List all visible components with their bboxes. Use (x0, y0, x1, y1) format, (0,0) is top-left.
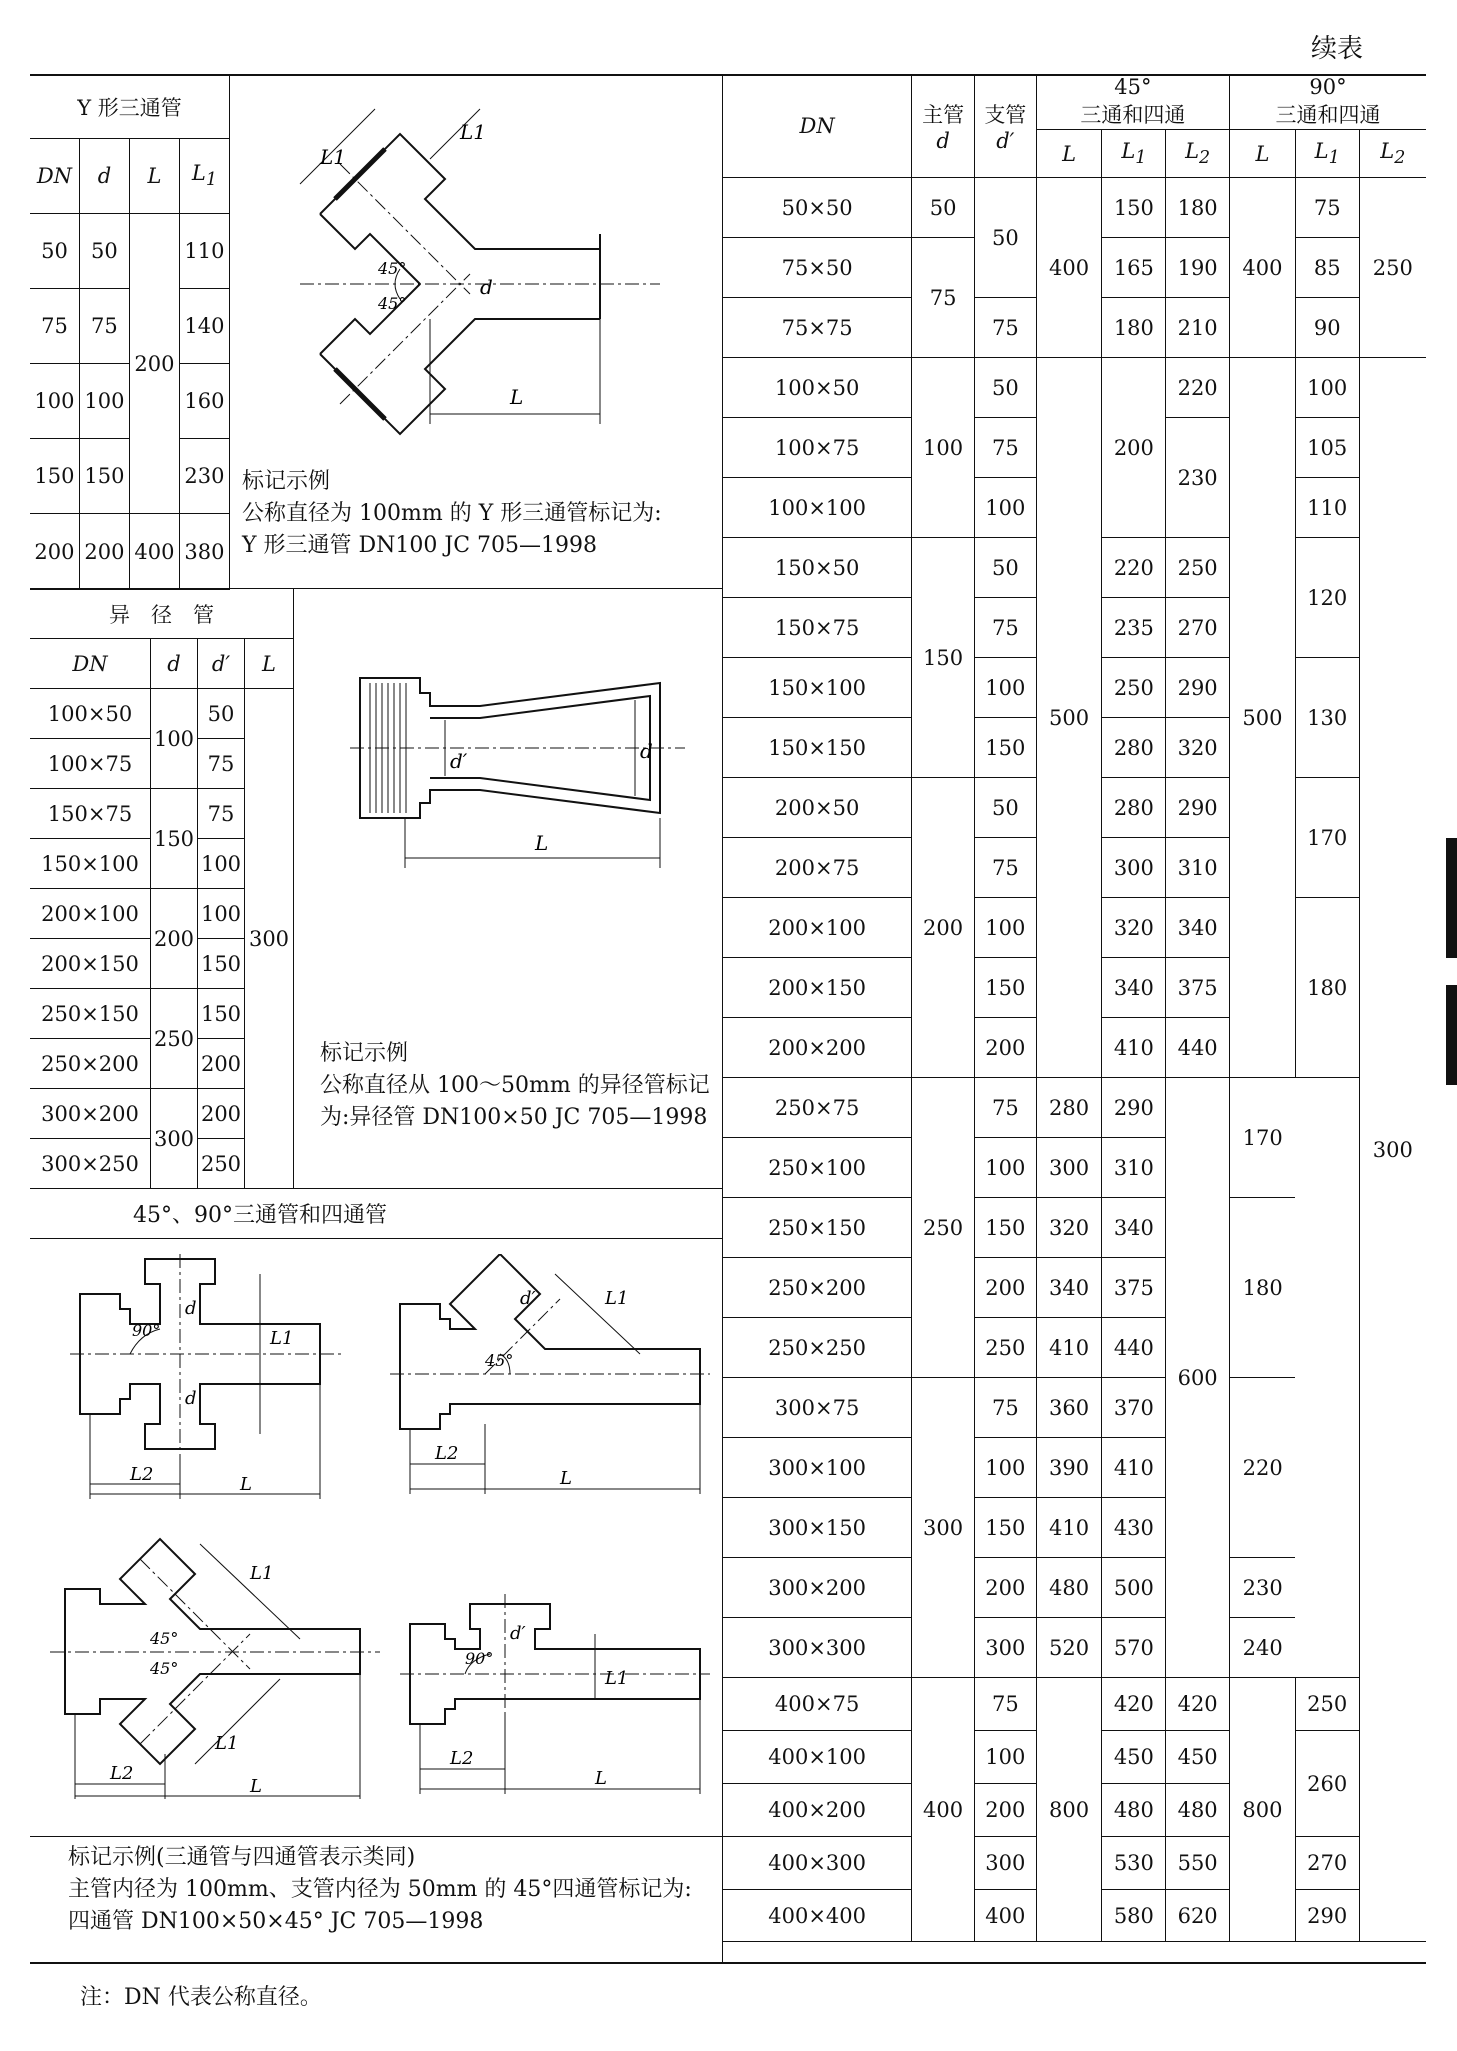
main-cell: 250 (912, 1078, 975, 1378)
main-cell: 250 (1359, 178, 1426, 358)
main-cell: 200×75 (723, 838, 912, 898)
tee-90-figure (400, 1584, 710, 1804)
main-cell: 340 (1102, 958, 1166, 1018)
main-cell: 530 (1102, 1837, 1166, 1890)
reducer-cell: 300×200 (30, 1089, 151, 1139)
main-cell: 480 (1102, 1784, 1166, 1837)
ytee-cell: 200 (30, 514, 79, 590)
tee90-fig-angle-label: 90° (465, 1649, 494, 1668)
main-cell: 150 (974, 718, 1036, 778)
main-cell: 290 (1166, 778, 1230, 838)
cross-fig-l-label: L (240, 1474, 252, 1495)
ytee-fig-l1-label: L1 (320, 145, 347, 169)
main-cell: 375 (1102, 1258, 1166, 1318)
ytee-title: Y 形三通管 (30, 75, 230, 139)
main-cell: 190 (1166, 238, 1230, 298)
reducer-cell: 100 (198, 839, 245, 889)
main-cell: 75 (974, 1678, 1036, 1731)
main-cell: 400×75 (723, 1678, 912, 1731)
main-cell: 150×50 (723, 538, 912, 598)
main-cell: 290 (1102, 1078, 1166, 1138)
section-divider (30, 1836, 722, 1837)
main-header-45-angle: 45° (1114, 75, 1152, 99)
footnote: 注：DN 代表公称直径。 (80, 1985, 322, 2010)
main-header-45-l: L (1036, 130, 1102, 178)
reducer-figure (350, 668, 690, 898)
ytee-cell: 160 (179, 364, 229, 439)
main-header-45-l2: $L_2$ (1166, 130, 1230, 178)
ytee-fig-angle-label: 45° (378, 294, 407, 313)
tee45-fig-angle-label: 45° (485, 1351, 514, 1370)
main-cell: 50 (912, 178, 975, 238)
main-cell: 390 (1036, 1438, 1102, 1498)
tee45-fig-dp-label: d′ (520, 1288, 536, 1309)
main-cell: 300×200 (723, 1558, 912, 1618)
ytee-header-l: L (129, 139, 179, 214)
ytee-header-l1: $L_1$ (179, 139, 229, 214)
main-cell: 50 (974, 178, 1036, 298)
tee90-fig-l2-label: L2 (450, 1748, 474, 1769)
main-cell: 210 (1166, 298, 1230, 358)
ytee-cell-shared-l: 200 (129, 214, 179, 514)
ytee-header-dn: DN (30, 139, 79, 214)
tees-example-line1: 主管内径为 100mm、支管内径为 50mm 的 45°四通管标记为: (68, 1877, 692, 1902)
main-cell: 300 (974, 1618, 1036, 1678)
main-cell: 375 (1166, 958, 1230, 1018)
main-cell: 200 (974, 1018, 1036, 1078)
main-cell: 300 (912, 1378, 975, 1678)
main-cell: 260 (1295, 1731, 1359, 1837)
main-cell: 150 (974, 1498, 1036, 1558)
main-cell: 75 (912, 238, 975, 358)
main-cell: 75×50 (723, 238, 912, 298)
reducer-table (30, 588, 294, 1189)
reducer-cell: 150 (151, 789, 198, 889)
main-header-main-pipe-symbol: d (936, 129, 950, 153)
main-cell: 320 (1166, 718, 1230, 778)
reducer-fig-l-label: L (535, 831, 549, 855)
main-cell: 105 (1295, 418, 1359, 478)
main-cell: 100×50 (723, 358, 912, 418)
main-cell: 420 (1166, 1678, 1230, 1731)
main-cell: 180 (1166, 178, 1230, 238)
main-cell: 180 (1230, 1198, 1296, 1378)
main-cell: 300×100 (723, 1438, 912, 1498)
main-cell: 100 (1295, 358, 1359, 418)
main-cell: 300 (1359, 358, 1426, 1942)
main-cell: 320 (1036, 1198, 1102, 1258)
main-cell: 600 (1166, 1078, 1230, 1678)
main-cell: 410 (1102, 1018, 1166, 1078)
cross45-fig-l-label: L (250, 1776, 262, 1797)
tee90-fig-dp-label: d′ (510, 1623, 526, 1644)
ytee-cell: 380 (179, 514, 229, 590)
main-cell: 250 (1166, 538, 1230, 598)
reducer-cell: 150×100 (30, 839, 151, 889)
edge-tab-mark (1446, 838, 1457, 958)
main-cell: 150×75 (723, 598, 912, 658)
main-cell: 200 (974, 1784, 1036, 1837)
tees-example (68, 1842, 692, 1938)
section-divider (30, 1238, 722, 1239)
main-cell: 250 (974, 1318, 1036, 1378)
main-cell: 290 (1166, 658, 1230, 718)
main-cell: 100×75 (723, 418, 912, 478)
main-cell: 400×100 (723, 1731, 912, 1784)
cross45-fig-l1-label: L1 (250, 1563, 274, 1584)
ytee-cell: 150 (30, 439, 79, 514)
main-cell: 800 (1230, 1678, 1296, 1942)
cross-fig-d-label: d (185, 1388, 197, 1409)
main-cell: 400×400 (723, 1890, 912, 1942)
main-cell: 500 (1102, 1558, 1166, 1618)
main-header-branch-pipe (974, 75, 1036, 178)
reducer-cell: 200×150 (30, 939, 151, 989)
ytee-example-title: 标记示例 (242, 469, 331, 494)
tees-title: 45°、90°三通管和四通管 (133, 1203, 387, 1228)
reducer-cell: 250×200 (30, 1039, 151, 1089)
main-cell: 75 (974, 298, 1036, 358)
reducer-cell: 150×75 (30, 789, 151, 839)
main-cell: 400 (974, 1890, 1036, 1942)
ytee-cell: 110 (179, 214, 229, 289)
reducer-cell: 250×150 (30, 989, 151, 1039)
reducer-cell: 50 (198, 689, 245, 739)
main-cell: 100 (974, 1138, 1036, 1198)
cross-fig-angle-label: 90° (132, 1321, 161, 1340)
main-cell: 75×75 (723, 298, 912, 358)
main-cell: 480 (1036, 1558, 1102, 1618)
main-cell: 430 (1102, 1498, 1166, 1558)
ytee-cell: 75 (30, 289, 79, 364)
ytee-fig-angle-label: 45° (378, 259, 407, 278)
main-cell: 170 (1230, 1078, 1296, 1198)
reducer-fig-dp-label: d′ (450, 749, 468, 773)
main-cell: 180 (1295, 898, 1359, 1078)
main-cell: 410 (1036, 1498, 1102, 1558)
main-cell: 200 (974, 1258, 1036, 1318)
main-cell: 170 (1295, 778, 1359, 898)
ytee-header-d: d (79, 139, 129, 214)
reducer-example-line2: 为:异径管 DN100×50 JC 705—1998 (320, 1105, 708, 1130)
main-cell: 120 (1295, 538, 1359, 658)
cross45-fig-l1-label: L1 (215, 1733, 239, 1754)
main-cell: 200×50 (723, 778, 912, 838)
main-cell: 75 (974, 1078, 1036, 1138)
ytee-fig-l-label: L (510, 385, 524, 409)
main-cell: 300×150 (723, 1498, 912, 1558)
main-cell: 500 (1230, 358, 1296, 1078)
reducer-example-title: 标记示例 (320, 1041, 409, 1066)
ytee-cell: 150 (79, 439, 129, 514)
reducer-cell: 75 (198, 789, 245, 839)
main-cell: 130 (1295, 658, 1359, 778)
ytee-cell: 400 (129, 514, 179, 590)
main-cell: 440 (1166, 1018, 1230, 1078)
main-cell: 50 (974, 358, 1036, 418)
cross-fig-l2-label: L2 (130, 1464, 154, 1485)
main-cell: 150 (912, 538, 975, 778)
tee-dimension-table (722, 74, 1426, 1942)
main-cell: 200×200 (723, 1018, 912, 1078)
cross-fig-l1-label: L1 (270, 1328, 294, 1349)
main-cell: 620 (1166, 1890, 1230, 1942)
main-cell: 100 (912, 358, 975, 538)
tees-example-title: 标记示例(三通管与四通管表示类同) (68, 1845, 416, 1870)
ytee-fig-l1-label: L1 (460, 120, 487, 144)
main-cell: 250×250 (723, 1318, 912, 1378)
main-cell: 240 (1230, 1618, 1296, 1678)
main-cell: 200 (1102, 358, 1166, 538)
ytee-cell: 100 (30, 364, 79, 439)
reducer-cell-shared-l: 300 (245, 689, 294, 1189)
main-header-90-angle: 90° (1309, 75, 1347, 99)
main-header-90-l2: $L_2$ (1359, 130, 1426, 178)
ytee-cell: 140 (179, 289, 229, 364)
main-cell: 300 (1036, 1138, 1102, 1198)
reducer-cell: 200×100 (30, 889, 151, 939)
main-cell: 520 (1036, 1618, 1102, 1678)
main-cell: 100 (974, 478, 1036, 538)
cross-90-figure (70, 1254, 370, 1514)
main-cell: 150 (974, 1198, 1036, 1258)
main-cell: 75 (974, 1378, 1036, 1438)
cross45-fig-angle-label: 45° (150, 1659, 179, 1678)
main-cell: 580 (1102, 1890, 1166, 1942)
main-cell: 250 (1102, 658, 1166, 718)
main-cell: 340 (1166, 898, 1230, 958)
main-cell: 250×150 (723, 1198, 912, 1258)
main-cell: 75 (974, 418, 1036, 478)
main-cell: 450 (1102, 1731, 1166, 1784)
continued-label: 续表 (1310, 34, 1363, 64)
main-cell: 165 (1102, 238, 1166, 298)
main-cell: 220 (1166, 358, 1230, 418)
main-cell: 200 (974, 1558, 1036, 1618)
main-cell: 400 (912, 1678, 975, 1942)
main-cell: 400 (1230, 178, 1296, 358)
reducer-cell: 200 (198, 1089, 245, 1139)
main-cell: 270 (1166, 598, 1230, 658)
main-cell: 100×100 (723, 478, 912, 538)
reducer-cell: 100 (151, 689, 198, 789)
ytee-cell: 50 (30, 214, 79, 289)
main-cell: 200 (912, 778, 975, 1078)
main-cell: 360 (1036, 1378, 1102, 1438)
reducer-header-dp: d′ (198, 639, 245, 689)
main-cell: 290 (1295, 1890, 1359, 1942)
main-header-branch-pipe-symbol: d′ (996, 129, 1015, 153)
main-cell: 250×200 (723, 1258, 912, 1318)
main-cell: 150 (1102, 178, 1166, 238)
reducer-cell: 100 (198, 889, 245, 939)
main-cell: 220 (1230, 1378, 1296, 1558)
reducer-example (320, 1038, 710, 1134)
main-cell: 50 (974, 538, 1036, 598)
main-cell: 150×100 (723, 658, 912, 718)
tee45-fig-l2-label: L2 (435, 1443, 459, 1464)
reducer-cell: 75 (198, 739, 245, 789)
ytee-fig-d-label: d (480, 275, 493, 299)
main-cell: 340 (1102, 1198, 1166, 1258)
main-cell: 100 (974, 1731, 1036, 1784)
main-cell: 280 (1036, 1078, 1102, 1138)
main-cell: 400 (1036, 178, 1102, 358)
main-cell: 310 (1166, 838, 1230, 898)
ytee-figure (280, 104, 720, 444)
ytee-cell: 50 (79, 214, 129, 289)
main-cell: 300×300 (723, 1618, 912, 1678)
section-divider (30, 1188, 722, 1189)
main-header-90-l: L (1230, 130, 1296, 178)
main-cell: 50 (974, 778, 1036, 838)
main-cell: 230 (1230, 1558, 1296, 1618)
tee90-fig-l1-label: L1 (605, 1668, 629, 1689)
main-cell: 410 (1036, 1318, 1102, 1378)
reducer-cell: 250 (151, 989, 198, 1089)
reducer-cell: 300×250 (30, 1139, 151, 1189)
ytee-cell: 100 (79, 364, 129, 439)
reducer-header-d: d (151, 639, 198, 689)
main-cell: 85 (1295, 238, 1359, 298)
main-cell: 75 (1295, 178, 1359, 238)
main-cell: 200×100 (723, 898, 912, 958)
main-cell: 90 (1295, 298, 1359, 358)
main-header-90-l1: $L_1$ (1295, 130, 1359, 178)
tees-example-line2: 四通管 DN100×50×45° JC 705—1998 (68, 1909, 484, 1934)
reducer-cell: 250 (198, 1139, 245, 1189)
reducer-cell: 100×75 (30, 739, 151, 789)
main-cell: 110 (1295, 478, 1359, 538)
main-cell: 300 (974, 1837, 1036, 1890)
reducer-cell: 150 (198, 989, 245, 1039)
reducer-cell: 200 (198, 1039, 245, 1089)
main-cell: 100 (974, 1438, 1036, 1498)
reducer-header-l: L (245, 639, 294, 689)
main-cell: 75 (974, 838, 1036, 898)
main-cell: 480 (1166, 1784, 1230, 1837)
content-area (30, 74, 1426, 1964)
main-cell: 280 (1102, 718, 1166, 778)
tee45-fig-l1-label: L1 (605, 1288, 629, 1309)
edge-tab-mark (1446, 985, 1457, 1085)
main-cell: 570 (1102, 1618, 1166, 1678)
ytee-table (30, 74, 230, 590)
main-cell: 550 (1166, 1837, 1230, 1890)
main-cell: 75 (974, 598, 1036, 658)
main-cell: 300×75 (723, 1378, 912, 1438)
main-cell: 230 (1166, 418, 1230, 538)
main-cell: 100 (974, 658, 1036, 718)
main-cell: 250×75 (723, 1078, 912, 1138)
main-cell: 100 (974, 898, 1036, 958)
ytee-example-line1: 公称直径为 100mm 的 Y 形三通管标记为: (242, 501, 662, 526)
main-header-main-pipe-label: 主管 (922, 103, 965, 127)
main-cell: 450 (1166, 1731, 1230, 1784)
main-cell: 180 (1102, 298, 1166, 358)
ytee-example-line2: Y 形三通管 DN100 JC 705—1998 (242, 533, 598, 558)
reducer-cell: 100×50 (30, 689, 151, 739)
main-header-90-label: 三通和四通 (1275, 103, 1381, 127)
main-cell: 280 (1102, 778, 1166, 838)
cross45-fig-l2-label: L2 (110, 1763, 134, 1784)
ytee-example (242, 466, 662, 562)
main-cell: 420 (1102, 1678, 1166, 1731)
reducer-cell: 150 (198, 939, 245, 989)
reducer-cell: 300 (151, 1089, 198, 1189)
tee-45-figure (390, 1254, 710, 1504)
bottom-rule (30, 1962, 1426, 1964)
main-cell: 440 (1102, 1318, 1166, 1378)
main-cell: 200×150 (723, 958, 912, 1018)
ytee-cell: 200 (79, 514, 129, 590)
main-cell: 800 (1036, 1678, 1102, 1942)
main-cell: 410 (1102, 1438, 1166, 1498)
main-header-main-pipe (912, 75, 975, 178)
main-cell: 50×50 (723, 178, 912, 238)
main-cell: 400×200 (723, 1784, 912, 1837)
main-cell: 220 (1102, 538, 1166, 598)
main-header-45-label: 三通和四通 (1080, 103, 1186, 127)
main-cell: 300 (1102, 838, 1166, 898)
cross-45-figure (50, 1524, 390, 1814)
main-header-45 (1036, 75, 1229, 130)
main-cell: 400×300 (723, 1837, 912, 1890)
main-header-dn: DN (723, 75, 912, 178)
main-header-90 (1230, 75, 1426, 130)
main-header-45-l1: $L_1$ (1102, 130, 1166, 178)
tee90-fig-l-label: L (595, 1768, 607, 1789)
reducer-title: 异 径 管 (30, 589, 294, 639)
cross-fig-d-label: d (185, 1298, 197, 1319)
ytee-cell: 230 (179, 439, 229, 514)
main-cell: 235 (1102, 598, 1166, 658)
main-cell: 270 (1295, 1837, 1359, 1890)
tee45-fig-l-label: L (560, 1468, 572, 1489)
main-cell: 340 (1036, 1258, 1102, 1318)
main-cell: 310 (1102, 1138, 1166, 1198)
main-cell: 250 (1295, 1678, 1359, 1731)
main-cell: 500 (1036, 358, 1102, 1078)
reducer-example-line1: 公称直径从 100～50mm 的异径管标记 (320, 1073, 710, 1098)
reducer-cell: 200 (151, 889, 198, 989)
main-cell: 250×100 (723, 1138, 912, 1198)
reducer-header-dn: DN (30, 639, 151, 689)
main-cell: 150×150 (723, 718, 912, 778)
main-cell: 370 (1102, 1378, 1166, 1438)
main-header-branch-pipe-label: 支管 (984, 103, 1027, 127)
main-cell: 320 (1102, 898, 1166, 958)
cross45-fig-angle-label: 45° (150, 1629, 179, 1648)
ytee-cell: 75 (79, 289, 129, 364)
reducer-fig-d-label: d (640, 739, 653, 763)
main-cell: 150 (974, 958, 1036, 1018)
